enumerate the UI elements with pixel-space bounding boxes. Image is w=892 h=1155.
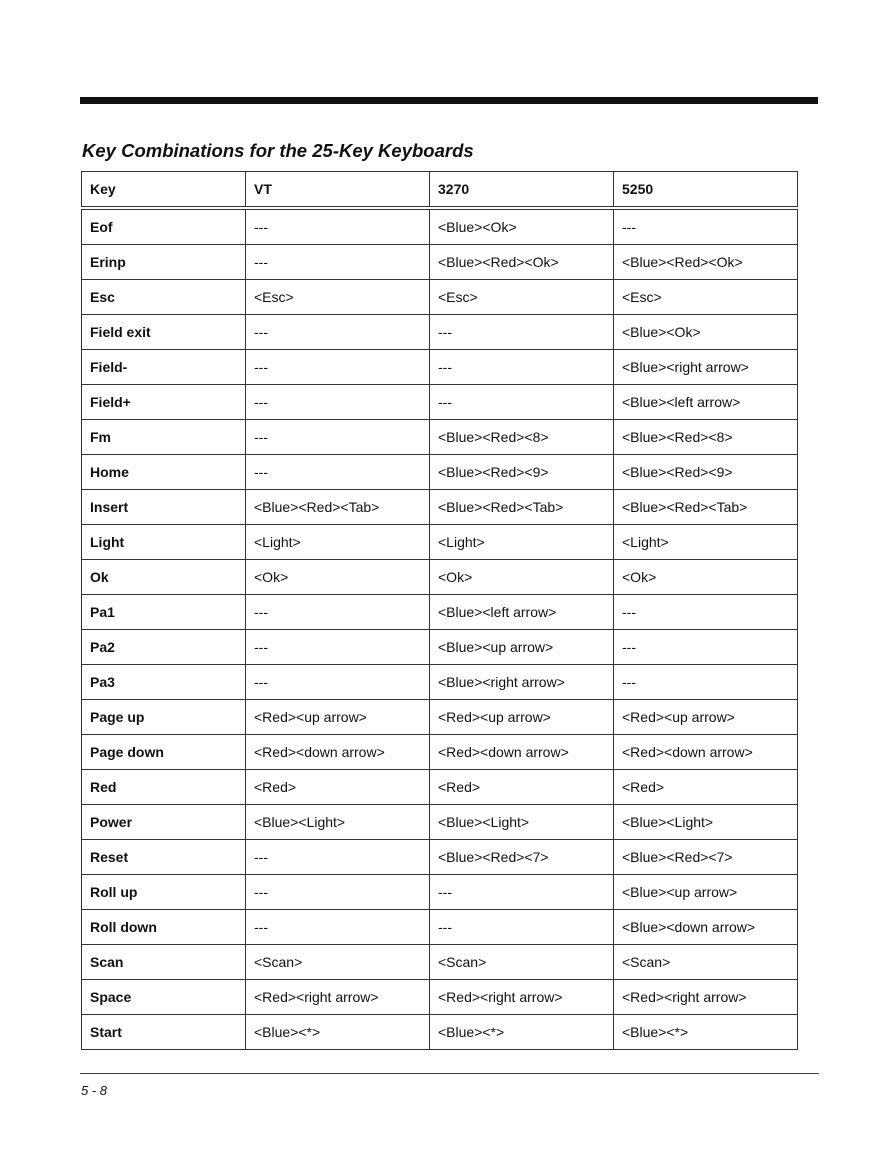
cell-vt: ---: [246, 385, 430, 420]
cell-5250: <Scan>: [614, 945, 798, 980]
cell-5250: <Blue><*>: [614, 1015, 798, 1050]
cell-5250: <Red><up arrow>: [614, 700, 798, 735]
cell-3270: <Blue><left arrow>: [430, 595, 614, 630]
section-title: Key Combinations for the 25-Key Keyboards: [82, 140, 474, 161]
cell-3270: <Scan>: [430, 945, 614, 980]
table-row: [82, 595, 798, 630]
cell-5250: <Blue><Red><Tab>: [614, 490, 798, 525]
cell-5250: <Red><right arrow>: [614, 980, 798, 1015]
table-row: [82, 770, 798, 805]
top-rule: [80, 97, 818, 104]
cell-vt: <Esc>: [246, 280, 430, 315]
cell-key: Roll down: [82, 910, 246, 945]
cell-vt: <Red><right arrow>: [246, 980, 430, 1015]
cell-vt: <Blue><Light>: [246, 805, 430, 840]
table-row: [82, 945, 798, 980]
cell-key: Scan: [82, 945, 246, 980]
cell-5250: ---: [614, 208, 798, 245]
column-header-vt: VT: [246, 172, 430, 209]
cell-vt: ---: [246, 595, 430, 630]
cell-vt: ---: [246, 350, 430, 385]
table-row: [82, 910, 798, 945]
cell-key: Roll up: [82, 875, 246, 910]
cell-vt: ---: [246, 315, 430, 350]
cell-key: Pa1: [82, 595, 246, 630]
cell-vt: <Scan>: [246, 945, 430, 980]
cell-key: Eof: [82, 208, 246, 245]
cell-vt: ---: [246, 455, 430, 490]
cell-key: Field+: [82, 385, 246, 420]
cell-3270: <Red>: [430, 770, 614, 805]
table-row: [82, 700, 798, 735]
cell-5250: <Blue><right arrow>: [614, 350, 798, 385]
cell-3270: <Blue><Red><9>: [430, 455, 614, 490]
table-row: [82, 525, 798, 560]
cell-3270: <Blue><right arrow>: [430, 665, 614, 700]
table-row: [82, 1015, 798, 1050]
cell-key: Erinp: [82, 245, 246, 280]
cell-5250: ---: [614, 665, 798, 700]
table-row: [82, 420, 798, 455]
cell-5250: <Light>: [614, 525, 798, 560]
cell-vt: <Red><up arrow>: [246, 700, 430, 735]
cell-3270: <Blue><up arrow>: [430, 630, 614, 665]
cell-5250: <Blue><Red><Ok>: [614, 245, 798, 280]
cell-5250: <Ok>: [614, 560, 798, 595]
cell-vt: ---: [246, 665, 430, 700]
table-row: [82, 875, 798, 910]
cell-3270: <Blue><Ok>: [430, 208, 614, 245]
cell-3270: ---: [430, 385, 614, 420]
page-number: 5 - 8: [81, 1083, 108, 1098]
cell-3270: ---: [430, 910, 614, 945]
cell-5250: <Blue><left arrow>: [614, 385, 798, 420]
cell-5250: <Esc>: [614, 280, 798, 315]
cell-key: Power: [82, 805, 246, 840]
cell-5250: <Red>: [614, 770, 798, 805]
table-row: [82, 665, 798, 700]
cell-key: Esc: [82, 280, 246, 315]
cell-key: Start: [82, 1015, 246, 1050]
table-row: [82, 560, 798, 595]
cell-3270: <Ok>: [430, 560, 614, 595]
table-row: [82, 455, 798, 490]
cell-vt: ---: [246, 208, 430, 245]
cell-3270: <Blue><Red><Tab>: [430, 490, 614, 525]
table-row: [82, 840, 798, 875]
table-row: [82, 245, 798, 280]
cell-5250: ---: [614, 595, 798, 630]
table-row: [82, 980, 798, 1015]
table-row: [82, 350, 798, 385]
cell-3270: ---: [430, 315, 614, 350]
cell-vt: ---: [246, 840, 430, 875]
cell-vt: ---: [246, 630, 430, 665]
cell-key: Red: [82, 770, 246, 805]
cell-5250: <Blue><down arrow>: [614, 910, 798, 945]
cell-3270: <Light>: [430, 525, 614, 560]
cell-3270: <Red><right arrow>: [430, 980, 614, 1015]
table-row: [82, 490, 798, 525]
cell-key: Insert: [82, 490, 246, 525]
bottom-rule: [80, 1073, 819, 1074]
cell-3270: ---: [430, 350, 614, 385]
cell-key: Home: [82, 455, 246, 490]
cell-3270: <Esc>: [430, 280, 614, 315]
cell-vt: <Blue><Red><Tab>: [246, 490, 430, 525]
column-header-key: Key: [82, 172, 246, 209]
cell-key: Space: [82, 980, 246, 1015]
cell-3270: <Blue><Red><8>: [430, 420, 614, 455]
cell-key: Light: [82, 525, 246, 560]
table-row: [82, 315, 798, 350]
cell-key: Page down: [82, 735, 246, 770]
cell-5250: <Blue><up arrow>: [614, 875, 798, 910]
cell-3270: <Red><down arrow>: [430, 735, 614, 770]
cell-key: Pa3: [82, 665, 246, 700]
column-header-3270: 3270: [430, 172, 614, 209]
table-row: [82, 630, 798, 665]
cell-3270: <Blue><Light>: [430, 805, 614, 840]
cell-3270: <Blue><*>: [430, 1015, 614, 1050]
cell-vt: <Blue><*>: [246, 1015, 430, 1050]
cell-5250: <Blue><Red><9>: [614, 455, 798, 490]
cell-key: Ok: [82, 560, 246, 595]
cell-5250: <Blue><Red><8>: [614, 420, 798, 455]
table-row: [82, 208, 798, 245]
cell-vt: ---: [246, 420, 430, 455]
column-header-5250: 5250: [614, 172, 798, 209]
cell-key: Pa2: [82, 630, 246, 665]
cell-vt: ---: [246, 245, 430, 280]
cell-3270: <Red><up arrow>: [430, 700, 614, 735]
table-row: [82, 385, 798, 420]
cell-3270: <Blue><Red><Ok>: [430, 245, 614, 280]
cell-3270: ---: [430, 875, 614, 910]
cell-vt: <Ok>: [246, 560, 430, 595]
cell-vt: <Light>: [246, 525, 430, 560]
cell-3270: <Blue><Red><7>: [430, 840, 614, 875]
cell-vt: <Red>: [246, 770, 430, 805]
cell-5250: <Blue><Ok>: [614, 315, 798, 350]
key-combinations-table: [81, 171, 798, 1050]
table-body: [82, 208, 798, 1050]
table-row: [82, 735, 798, 770]
cell-5250: <Blue><Red><7>: [614, 840, 798, 875]
cell-key: Field-: [82, 350, 246, 385]
cell-5250: <Red><down arrow>: [614, 735, 798, 770]
cell-5250: ---: [614, 630, 798, 665]
table-row: [82, 805, 798, 840]
cell-vt: ---: [246, 875, 430, 910]
table-row: [82, 280, 798, 315]
cell-vt: <Red><down arrow>: [246, 735, 430, 770]
cell-key: Page up: [82, 700, 246, 735]
table-header-row: [82, 172, 798, 209]
cell-key: Fm: [82, 420, 246, 455]
cell-5250: <Blue><Light>: [614, 805, 798, 840]
cell-vt: ---: [246, 910, 430, 945]
cell-key: Reset: [82, 840, 246, 875]
cell-key: Field exit: [82, 315, 246, 350]
